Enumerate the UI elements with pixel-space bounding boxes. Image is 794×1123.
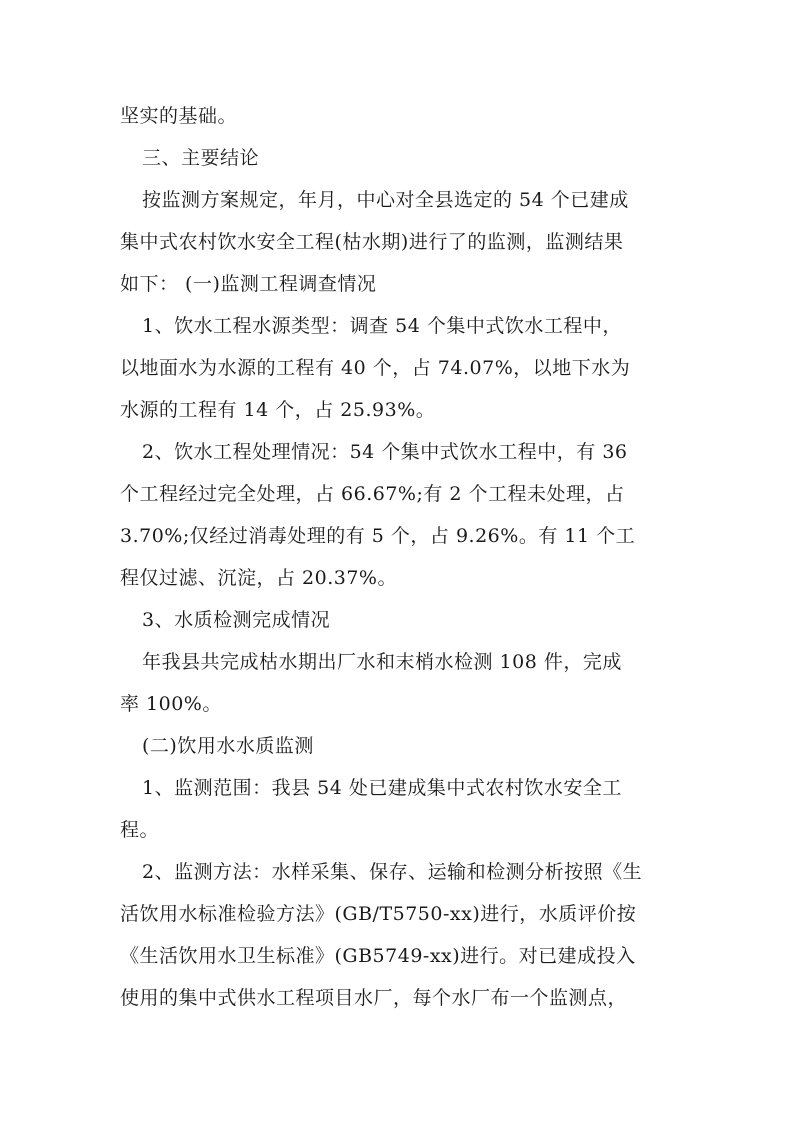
text-line: 坚实的基础。 bbox=[120, 105, 238, 127]
text-line: 集中式农村饮水安全工程(枯水期)进行了的监测，监测结果 bbox=[120, 231, 624, 253]
text-line: 使用的集中式供水工程项目水厂，每个水厂布一个监测点， bbox=[120, 987, 628, 1009]
text-line: 3.70%;仅经过消毒处理的有 5 个，占 9.26%。有 11 个工 bbox=[120, 525, 636, 547]
text-line: 率 100%。 bbox=[120, 693, 222, 715]
text-line: 个工程经过完全处理，占 66.67%;有 2 个工程未处理，占 bbox=[120, 483, 625, 505]
text-line: 年我县共完成枯水期出厂水和末梢水检测 108 件，完成 bbox=[142, 651, 622, 673]
text-line: 程仅过滤、沉淀，占 20.37%。 bbox=[120, 567, 397, 589]
text-line: 2、监测方法：水样采集、保存、运输和检测分析按照《生 bbox=[142, 861, 643, 883]
text-line: 2、饮水工程处理情况：54 个集中式饮水工程中，有 36 bbox=[142, 441, 628, 463]
text-line: 如下： (一)监测工程调查情况 bbox=[120, 273, 377, 295]
text-line: 以地面水为水源的工程有 40 个，占 74.07%，以地下水为 bbox=[120, 357, 631, 379]
text-line: 程。 bbox=[120, 819, 160, 841]
text-line: 按监测方案规定，年月，中心对全县选定的 54 个已建成 bbox=[142, 189, 629, 211]
subsection-heading: 3、水质检测完成情况 bbox=[142, 609, 331, 631]
text-line: 1、监测范围：我县 54 处已建成集中式农村饮水安全工 bbox=[142, 777, 622, 799]
section-heading: (二)饮用水水质监测 bbox=[142, 735, 314, 757]
text-line: 《生活饮用水卫生标准》(GB5749-xx)进行。对已建成投入 bbox=[120, 945, 636, 967]
text-line: 水源的工程有 14 个，占 25.93%。 bbox=[120, 399, 436, 421]
section-heading: 三、主要结论 bbox=[142, 147, 260, 169]
text-line: 1、饮水工程水源类型：调查 54 个集中式饮水工程中， bbox=[142, 315, 622, 337]
text-line: 活饮用水标准检验方法》(GB/T5750-xx)进行，水质评价按 bbox=[120, 903, 637, 925]
